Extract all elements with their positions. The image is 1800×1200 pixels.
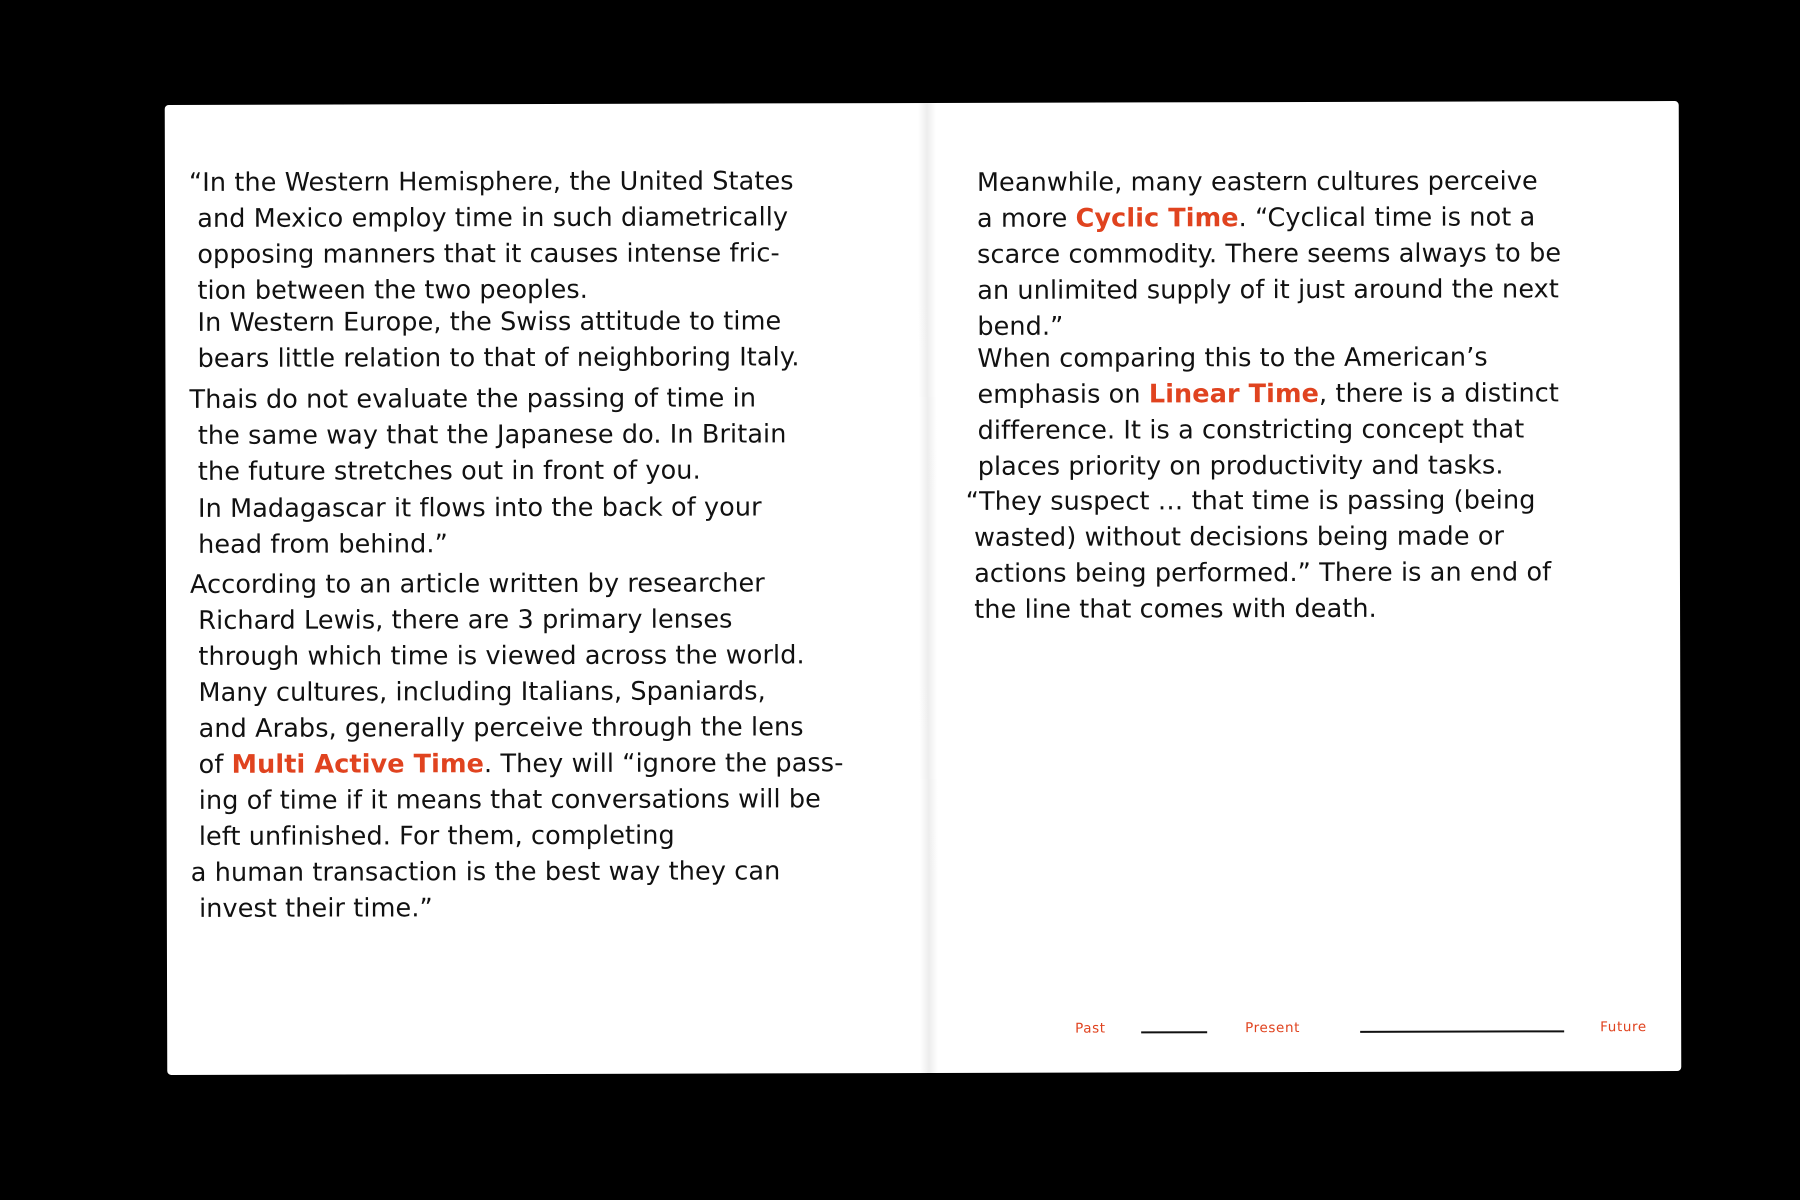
highlight-multi-active-time: Multi Active Time bbox=[231, 749, 485, 780]
highlight-cyclic-time: Cyclic Time bbox=[1075, 203, 1239, 234]
timeline-rule bbox=[1141, 1031, 1207, 1033]
text-line: difference. It is a constricting concept that bbox=[977, 414, 1525, 446]
text-line: invest their time.” bbox=[190, 893, 433, 924]
text-segment: , there is a distinct bbox=[1319, 378, 1559, 409]
timeline-footer bbox=[165, 101, 1682, 1075]
text-line: and Arabs, generally perceive through the lens bbox=[190, 712, 804, 744]
text-line: places priority on productivity and tasks. bbox=[977, 450, 1504, 482]
highlight-linear-time: Linear Time bbox=[1148, 378, 1320, 410]
timeline-rule bbox=[1360, 1030, 1564, 1033]
booklet-spread bbox=[165, 101, 1682, 1075]
text-line: left unfinished. For them, completing bbox=[190, 820, 675, 852]
text-segment: . They will “ignore the pass- bbox=[483, 748, 844, 780]
text-line: Richard Lewis, there are 3 primary lenses bbox=[190, 604, 733, 636]
text-line: tion between the two peoples. bbox=[189, 274, 589, 306]
text-segment: emphasis on bbox=[977, 379, 1149, 410]
text-segment: . “Cyclical time is not a bbox=[1238, 202, 1536, 234]
text-line: When comparing this to the American’s bbox=[977, 342, 1488, 374]
text-line: Many cultures, including Italians, Spaniards, bbox=[190, 676, 766, 708]
text-line: “They suspect … that time is passing (being bbox=[965, 485, 1536, 517]
text-line: an unlimited supply of it just around the next bbox=[977, 274, 1559, 306]
text-line: bend.” bbox=[977, 311, 1064, 342]
text-segment: of bbox=[190, 749, 232, 780]
text-line: actions being performed.” There is an end of bbox=[965, 557, 1552, 589]
text-line: through which time is viewed across the world. bbox=[190, 640, 805, 672]
text-line: bears little relation to that of neighboring Italy. bbox=[189, 342, 800, 374]
text-segment: a more bbox=[976, 203, 1076, 234]
text-line: the future stretches out in front of you. bbox=[189, 455, 701, 487]
text-line: “In the Western Hemisphere, the United States bbox=[188, 166, 794, 198]
text-line: head from behind.” bbox=[189, 529, 448, 560]
text-line: the same way that the Japanese do. In Britain bbox=[189, 419, 787, 451]
text-line: According to an article written by researcher bbox=[189, 568, 765, 600]
text-line: ing of time if it means that conversations will be bbox=[190, 784, 821, 816]
text-line: a human transaction is the best way they can bbox=[190, 856, 781, 888]
text-line: scarce commodity. There seems always to be bbox=[977, 238, 1562, 270]
timeline-label-future: Future bbox=[1600, 1019, 1647, 1036]
text-line: opposing manners that it causes intense fric- bbox=[189, 238, 780, 270]
text-line: the line that comes with death. bbox=[966, 593, 1377, 625]
timeline-label-past: Past bbox=[1075, 1020, 1106, 1037]
text-line: Thais do not evaluate the passing of time in bbox=[189, 383, 757, 415]
text-line: wasted) without decisions being made or bbox=[965, 521, 1505, 553]
text-line: In Madagascar it flows into the back of your bbox=[189, 492, 762, 524]
text-line: In Western Europe, the Swiss attitude to time bbox=[189, 306, 782, 338]
text-line: and Mexico employ time in such diametrically bbox=[188, 202, 789, 234]
timeline-label-present: Present bbox=[1245, 1020, 1301, 1037]
text-line: Meanwhile, many eastern cultures perceive bbox=[976, 166, 1538, 198]
